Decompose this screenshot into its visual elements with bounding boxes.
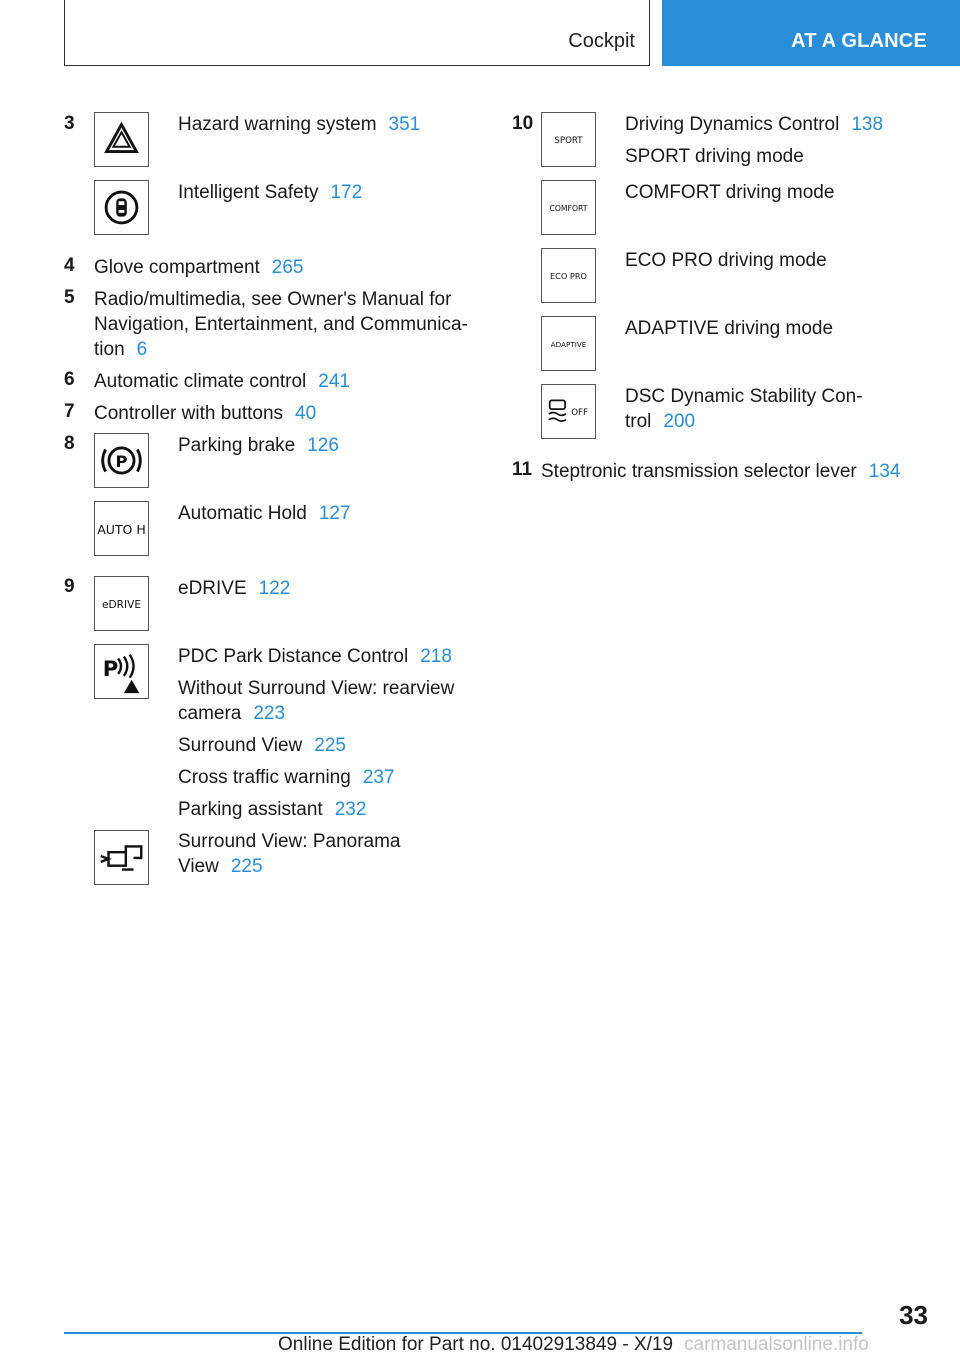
parking-assistant-entry <box>178 797 366 822</box>
radio-page-link[interactable]: 6 <box>136 339 148 360</box>
radio-line-1: Radio/multimedia, see Owner's Manual for <box>94 289 452 310</box>
panorama-view-icon <box>94 830 149 885</box>
panorama-line-1: Surround View: Panorama <box>178 831 401 852</box>
header-section-box <box>64 0 650 66</box>
hazard-page-link[interactable]: 351 <box>388 114 421 135</box>
svg-text:P: P <box>115 451 128 471</box>
safety-entry <box>178 180 362 205</box>
eco-icon-text: ECO PRO <box>549 270 588 281</box>
edrive-label: eDRIVE <box>178 578 247 599</box>
without-surround-page-link[interactable]: 223 <box>253 703 286 724</box>
cross-traffic-entry <box>178 765 395 790</box>
parking-assistant-label: Parking assistant <box>178 799 323 820</box>
sport-mode-icon <box>541 112 596 167</box>
without-surround-entry <box>178 676 454 726</box>
radio-line-2: Navigation, Entertainment, and Communica- <box>94 314 468 335</box>
hazard-label: Hazard warning system <box>178 114 377 135</box>
adaptive-label: ADAPTIVE driving mode <box>625 318 834 339</box>
pdc-page-link[interactable]: 218 <box>420 646 452 667</box>
dsc-off-icon <box>541 384 596 439</box>
hazard-entry <box>178 112 420 137</box>
edrive-icon-text: eDRIVE <box>101 598 142 611</box>
comfort-label: COMFORT driving mode <box>625 182 835 203</box>
dsc-page-link[interactable]: 200 <box>663 411 696 432</box>
auto-hold-icon-text: AUTO H <box>97 521 146 537</box>
climate-entry <box>94 369 350 394</box>
item-number-7: 7 <box>64 401 75 422</box>
pdc-icon <box>94 644 149 699</box>
header-section-title: Cockpit <box>568 30 635 52</box>
panorama-line-2: View <box>178 856 219 877</box>
page-number: 33 <box>899 1300 928 1330</box>
steptronic-page-link[interactable]: 134 <box>868 461 901 482</box>
comfort-entry <box>625 180 834 205</box>
glove-page-link[interactable]: 265 <box>271 257 304 278</box>
item-number-10: 10 <box>512 113 534 134</box>
climate-page-link[interactable]: 241 <box>318 371 350 392</box>
dsc-entry <box>625 384 863 434</box>
item-number-9: 9 <box>64 576 75 597</box>
parking-brake-icon <box>94 433 149 488</box>
adaptive-mode-icon <box>541 316 596 371</box>
item-number-4: 4 <box>64 255 75 276</box>
item-number-6: 6 <box>64 369 75 390</box>
comfort-mode-icon <box>541 180 596 235</box>
edrive-page-link[interactable]: 122 <box>258 578 291 599</box>
parking-assistant-page-link[interactable]: 232 <box>334 799 367 820</box>
glove-entry <box>94 255 304 280</box>
safety-page-link[interactable]: 172 <box>330 182 363 203</box>
steptronic-label: Steptronic transmission selector lever <box>541 461 857 482</box>
header-chapter-label: AT A GLANCE <box>791 30 927 52</box>
without-surround-line-1: Without Surround View: rearview <box>178 678 455 699</box>
glove-label: Glove compartment <box>94 257 260 278</box>
item-number-3: 3 <box>64 113 75 134</box>
item-number-8: 8 <box>64 433 75 454</box>
item-number-5: 5 <box>64 287 75 308</box>
edrive-entry <box>178 576 290 601</box>
radio-line-3: tion <box>94 339 125 360</box>
parking-label: Parking brake <box>178 435 296 456</box>
parking-page-link[interactable]: 126 <box>307 435 339 456</box>
dsc-line-2: trol <box>625 411 652 432</box>
controller-entry <box>94 401 316 426</box>
panorama-entry <box>178 829 401 879</box>
ddc-page-link[interactable]: 138 <box>851 114 884 135</box>
item-number-11: 11 <box>512 459 533 480</box>
cross-traffic-page-link[interactable]: 237 <box>362 767 395 788</box>
svg-text:P: P <box>102 655 119 681</box>
adaptive-icon-text: ADAPTIVE <box>550 339 587 349</box>
pdc-label: PDC Park Distance Control <box>178 646 409 667</box>
surround-view-entry <box>178 733 346 758</box>
climate-label: Automatic climate control <box>94 371 307 392</box>
eco-pro-mode-icon <box>541 248 596 303</box>
intelligent-safety-icon <box>94 180 149 235</box>
edrive-icon <box>94 576 149 631</box>
surround-view-label: Surround View <box>178 735 303 756</box>
footer-watermark: carmanualsonline.info <box>684 1334 869 1355</box>
ddc-entry <box>625 112 883 137</box>
safety-label: Intelligent Safety <box>178 182 319 203</box>
radio-entry <box>94 287 468 362</box>
pdc-entry <box>178 644 452 669</box>
controller-page-link[interactable]: 40 <box>295 403 317 424</box>
autohold-entry <box>178 501 351 526</box>
hazard-warning-icon <box>94 112 149 167</box>
sport-icon-text: SPORT <box>554 135 583 146</box>
dsc-line-1: DSC Dynamic Stability Con- <box>625 386 863 407</box>
header-chapter-tab[interactable] <box>662 0 960 66</box>
panorama-page-link[interactable]: 225 <box>230 856 263 877</box>
without-surround-line-2: camera <box>178 703 242 724</box>
auto-hold-icon <box>94 501 149 556</box>
steptronic-entry <box>541 459 900 484</box>
cross-traffic-label: Cross traffic warning <box>178 767 351 788</box>
parking-entry <box>178 433 339 458</box>
sport-label: SPORT driving mode <box>625 146 804 167</box>
comfort-icon-text: COMFORT <box>549 203 588 213</box>
sport-entry <box>625 144 804 169</box>
autohold-label: Automatic Hold <box>178 503 307 524</box>
eco-label: ECO PRO driving mode <box>625 250 827 271</box>
eco-entry <box>625 248 827 273</box>
autohold-page-link[interactable]: 127 <box>318 503 351 524</box>
adaptive-entry <box>625 316 833 341</box>
ddc-label: Driving Dynamics Control <box>625 114 840 135</box>
footer-edition: Online Edition for Part no. 01402913849 - X/19 <box>278 1334 674 1355</box>
dsc-icon-text: OFF <box>571 407 588 418</box>
controller-label: Controller with buttons <box>94 403 284 424</box>
surround-view-page-link[interactable]: 225 <box>314 735 346 756</box>
